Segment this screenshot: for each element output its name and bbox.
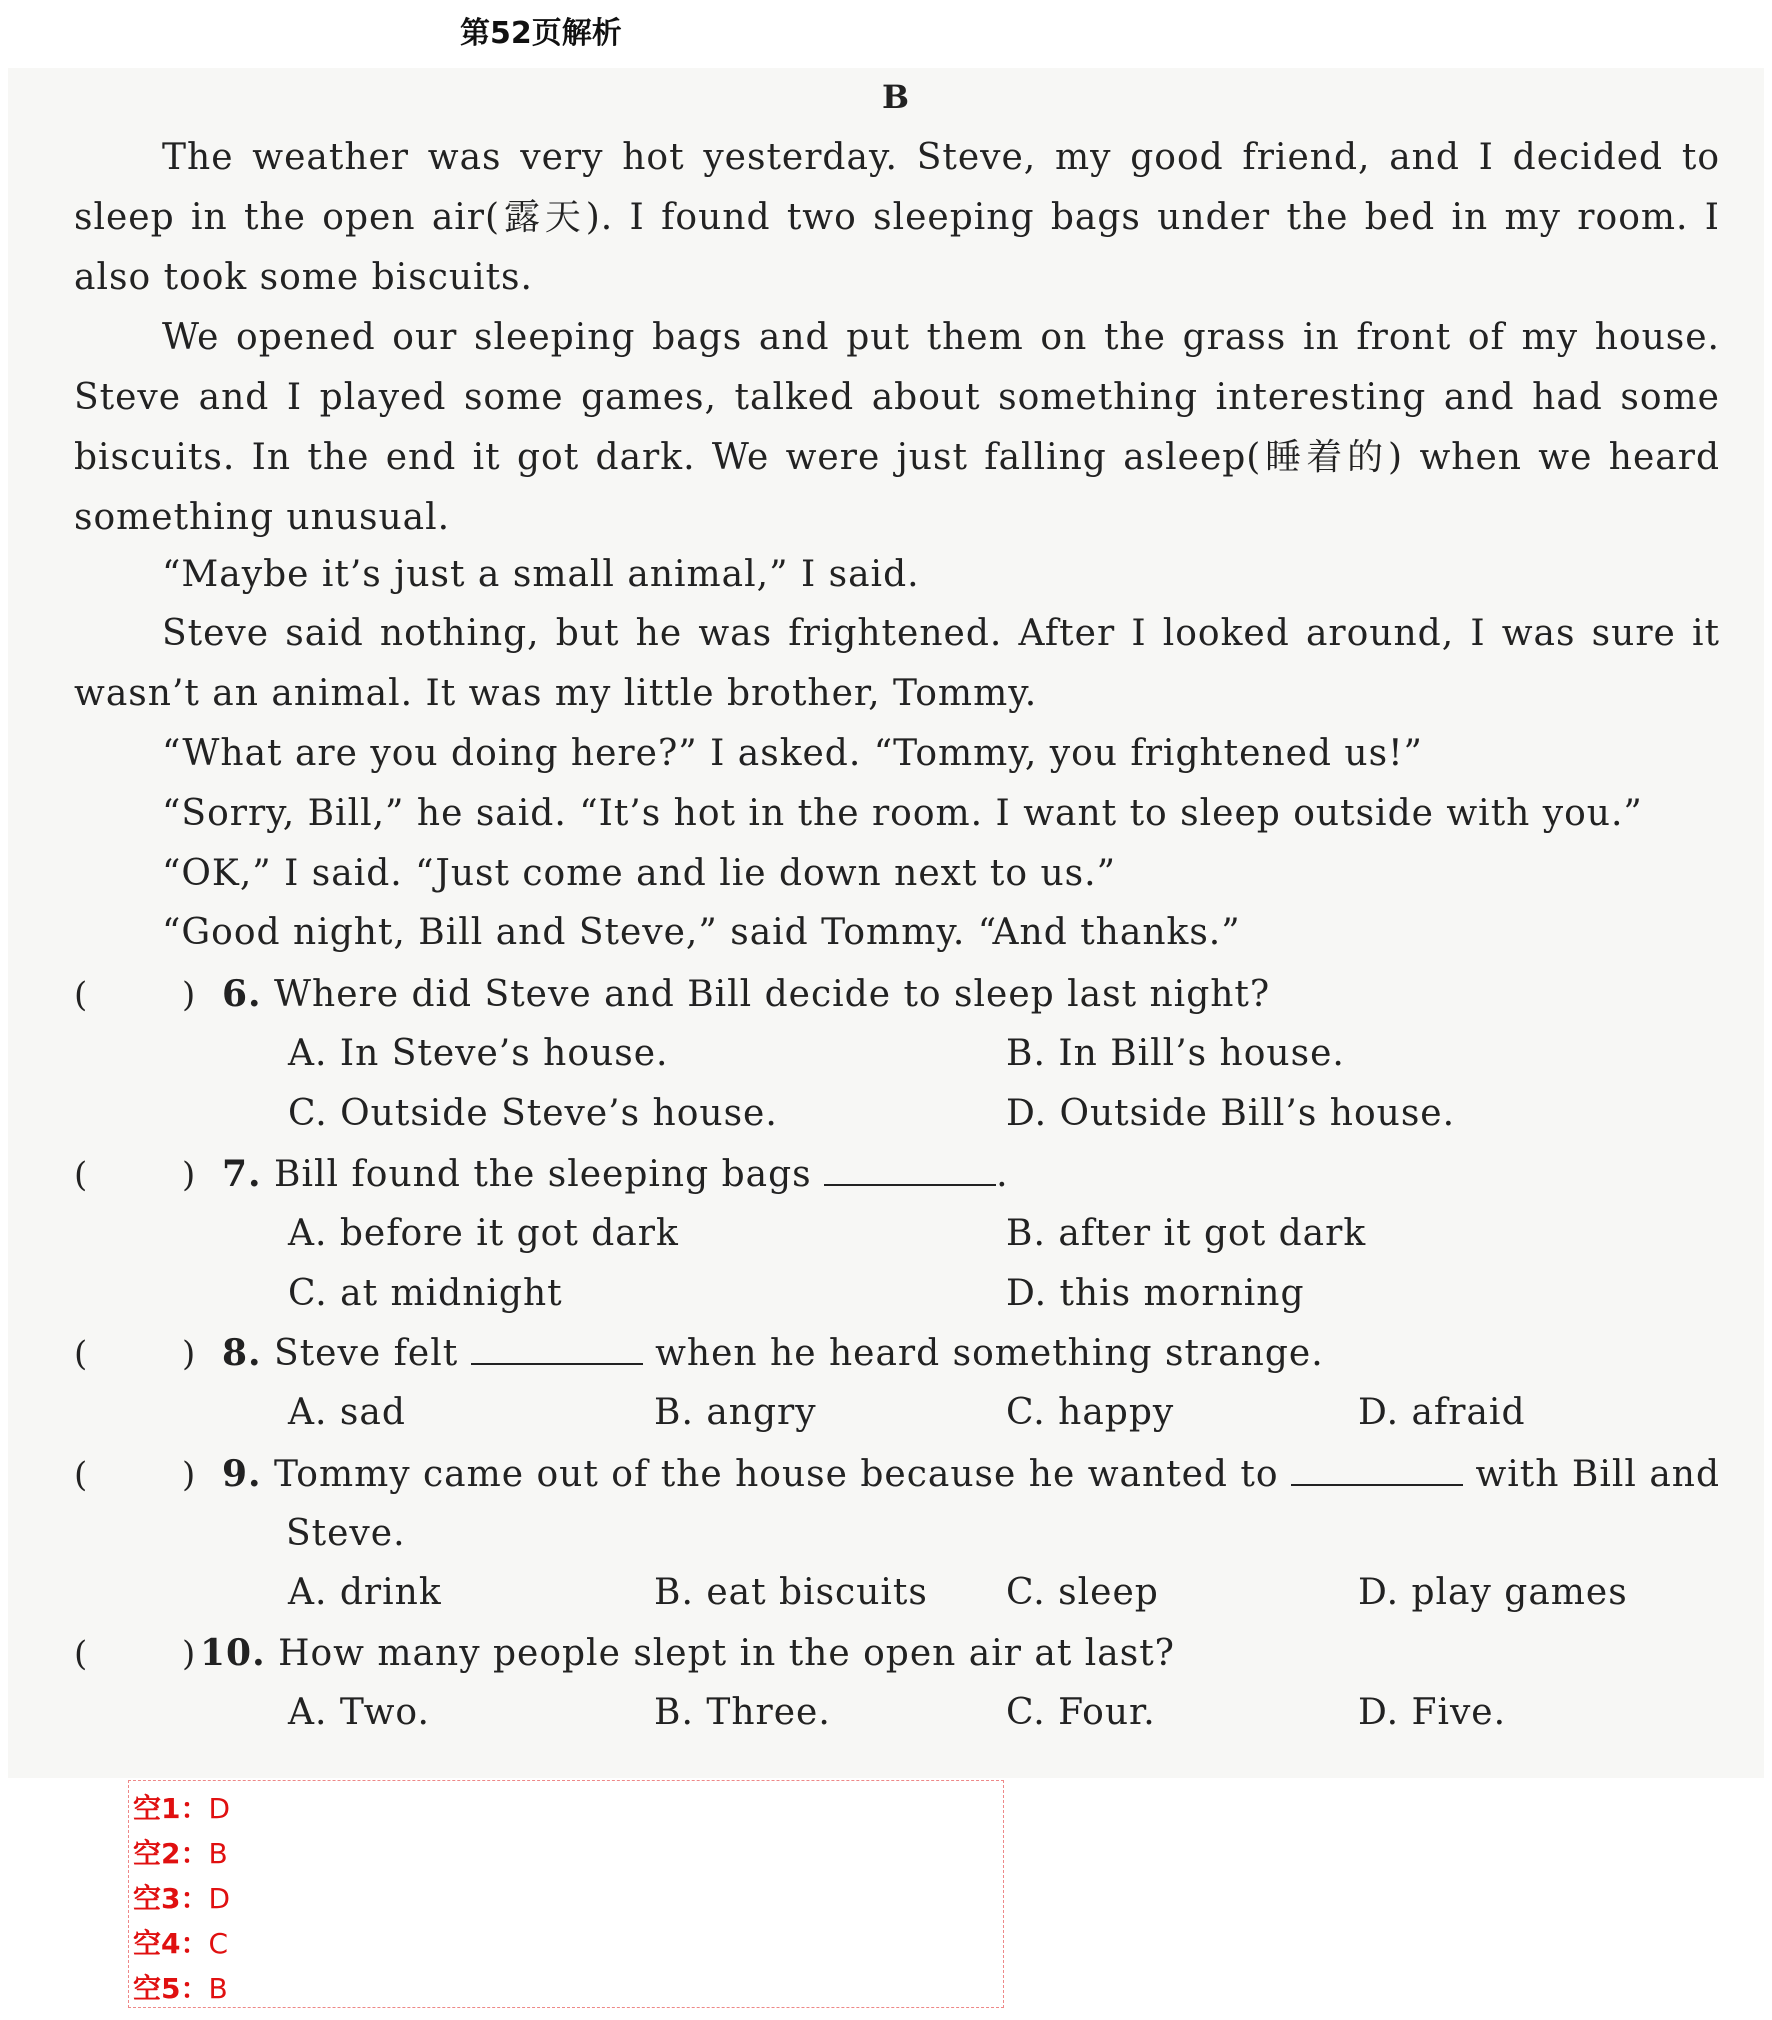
answer-value: B	[208, 1972, 228, 2005]
answer-label: 空3：	[133, 1882, 209, 1915]
option-a: A. Two.	[288, 1692, 430, 1733]
answer-paren-close: )	[182, 1334, 196, 1374]
answer-paren-close: )	[182, 975, 196, 1015]
answer-row	[133, 1832, 228, 1872]
answer-key-box	[128, 1780, 1004, 2008]
question-text: Where did Steve and Bill decide to sleep last night?	[274, 974, 1271, 1015]
answer-paren-close: )	[182, 1634, 196, 1674]
answer-row	[133, 1877, 230, 1917]
answer-label: 空2：	[133, 1837, 209, 1870]
option-c: C. happy	[1006, 1392, 1175, 1433]
passage-paragraph-5: “What are you doing here?” I asked. “Tommy, you frightened us!”	[162, 733, 1423, 774]
answer-value: B	[208, 1837, 228, 1870]
option-b: B. after it got dark	[1006, 1213, 1367, 1254]
answer-row	[133, 1922, 228, 1962]
answer-row	[133, 1787, 230, 1827]
answer-paren-close: )	[182, 1155, 196, 1195]
option-a: A. before it got dark	[288, 1213, 679, 1254]
section-letter: B	[882, 78, 910, 116]
question-number: 8.	[222, 1332, 262, 1374]
passage-paragraph-1: The weather was very hot yesterday. Steve, my good friend, and I decided to sleep in the open air(露天). I found two sleeping bags under the bed in my room. I also took some biscuits.	[74, 137, 1720, 298]
option-d: D. play games	[1358, 1572, 1628, 1613]
option-d: D. Five.	[1358, 1692, 1507, 1733]
option-b: B. In Bill’s house.	[1006, 1033, 1345, 1074]
question-text: Tommy came out of the house because he wanted to	[274, 1454, 1279, 1495]
question-text-end: .	[996, 1154, 1009, 1195]
option-b: B. eat biscuits	[654, 1572, 928, 1613]
option-d: D. Outside Bill’s house.	[1006, 1093, 1456, 1134]
question-10	[200, 1623, 1175, 1684]
answer-paren-close: )	[182, 1455, 196, 1495]
answer-value: D	[208, 1882, 231, 1915]
answer-row	[133, 1967, 228, 2007]
passage-paragraph-3: “Maybe it’s just a small animal,” I said.	[162, 554, 920, 595]
fill-blank	[1291, 1458, 1463, 1486]
option-c: C. Outside Steve’s house.	[288, 1093, 778, 1134]
option-b: B. Three.	[654, 1692, 831, 1733]
question-text: Steve felt	[274, 1333, 459, 1374]
answer-value: D	[208, 1792, 231, 1825]
option-d: D. afraid	[1358, 1392, 1526, 1433]
passage-paragraph-4: Steve said nothing, but he was frightened. After I looked around, I was sure it wasn’t an animal. It was my little brother, Tommy.	[74, 613, 1720, 714]
question-9	[222, 1444, 1720, 1505]
question-text: How many people slept in the open air at last?	[278, 1633, 1175, 1674]
option-a: A. In Steve’s house.	[288, 1033, 669, 1074]
option-b: B. angry	[654, 1392, 817, 1433]
answer-label: 空4：	[133, 1927, 209, 1960]
question-number: 6.	[222, 973, 262, 1015]
passage-paragraph-2: We opened our sleeping bags and put them on the grass in front of my house. Steve and I played some games, talked about something interesting and had some biscuits. In the end it got dark. We were just falling asleep(睡着的) when we heard something unusual.	[74, 317, 1720, 538]
question-7	[222, 1144, 1009, 1205]
answer-paren-open: (	[74, 975, 88, 1015]
answer-value: C	[208, 1927, 229, 1960]
option-c: C. Four.	[1006, 1692, 1156, 1733]
question-9-continued: Steve.	[286, 1513, 406, 1554]
answer-label: 空1：	[133, 1792, 209, 1825]
answer-paren-open: (	[74, 1155, 88, 1195]
passage-paragraph-8: “Good night, Bill and Steve,” said Tommy. “And thanks.”	[162, 912, 1241, 953]
answer-label: 空5：	[133, 1972, 209, 2005]
question-text: Bill found the sleeping bags	[274, 1154, 812, 1195]
option-a: A. sad	[288, 1392, 406, 1433]
question-number: 9.	[222, 1453, 262, 1495]
option-d: D. this morning	[1006, 1273, 1305, 1314]
question-6	[222, 964, 1270, 1025]
answer-paren-open: (	[74, 1634, 88, 1674]
question-text-end: when he heard something strange.	[655, 1333, 1324, 1374]
page-title: 第52页解析	[460, 16, 622, 51]
passage-paragraph-6: “Sorry, Bill,” he said. “It’s hot in the room. I want to sleep outside with you.”	[162, 793, 1643, 834]
question-number: 10.	[200, 1632, 266, 1674]
question-number: 7.	[222, 1153, 262, 1195]
fill-blank	[824, 1158, 996, 1186]
option-a: A. drink	[288, 1572, 442, 1613]
answer-paren-open: (	[74, 1334, 88, 1374]
fill-blank	[471, 1337, 643, 1365]
question-8	[222, 1323, 1324, 1384]
passage-paragraph-7: “OK,” I said. “Just come and lie down next to us.”	[162, 853, 1116, 894]
question-text-end: with Bill and	[1475, 1454, 1721, 1495]
option-c: C. at midnight	[288, 1273, 563, 1314]
answer-paren-open: (	[74, 1455, 88, 1495]
option-c: C. sleep	[1006, 1572, 1159, 1613]
